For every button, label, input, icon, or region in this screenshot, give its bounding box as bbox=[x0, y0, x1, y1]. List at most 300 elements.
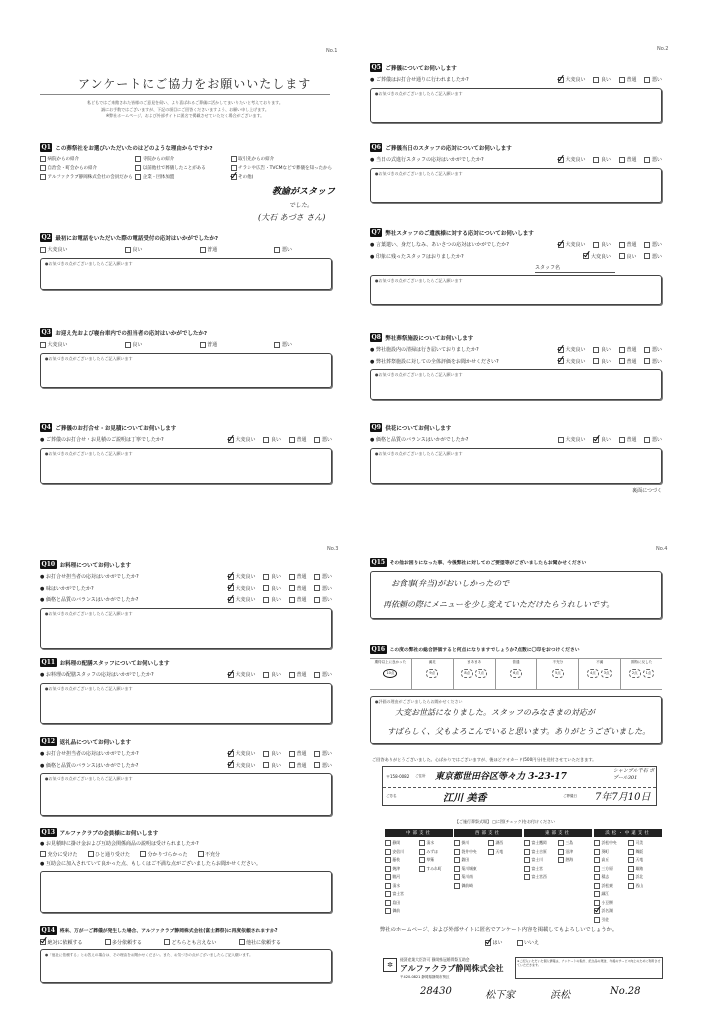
checkbox-option[interactable] bbox=[628, 857, 662, 863]
checkbox[interactable] bbox=[385, 866, 391, 872]
name-field[interactable]: 江川 美香 bbox=[443, 793, 487, 804]
checkbox-option[interactable] bbox=[524, 866, 558, 872]
checkbox-option[interactable] bbox=[314, 585, 332, 592]
checkbox-option[interactable] bbox=[558, 156, 586, 163]
rating-question: ● お打合せ担当者の応対はいかがでしたか? bbox=[40, 574, 139, 581]
checkbox[interactable] bbox=[263, 437, 269, 443]
checkbox-option[interactable] bbox=[314, 762, 332, 769]
checkbox[interactable] bbox=[289, 437, 295, 443]
checkbox-option[interactable] bbox=[619, 76, 637, 83]
company-name: アルファクラブ静岡株式会社 bbox=[400, 963, 504, 973]
checkbox[interactable] bbox=[88, 851, 94, 857]
checkbox[interactable] bbox=[314, 762, 320, 768]
checkbox-option[interactable] bbox=[524, 857, 558, 863]
checkbox[interactable] bbox=[524, 866, 530, 872]
checkbox-option[interactable] bbox=[385, 840, 419, 846]
checkbox-option[interactable] bbox=[619, 156, 637, 163]
checkbox[interactable] bbox=[263, 762, 269, 768]
checkbox[interactable] bbox=[628, 840, 634, 846]
checkbox[interactable] bbox=[40, 342, 46, 348]
checked-checkbox[interactable] bbox=[583, 253, 589, 259]
checkbox-option[interactable] bbox=[558, 436, 586, 443]
question-title: ご葬儀当日のスタッフの応対についてお伺いします bbox=[385, 145, 512, 152]
checkbox[interactable] bbox=[644, 77, 650, 83]
checkbox-option[interactable] bbox=[558, 849, 592, 855]
checkbox[interactable] bbox=[263, 574, 269, 580]
checkbox-option[interactable] bbox=[594, 840, 628, 846]
checkbox-option[interactable] bbox=[454, 866, 488, 872]
checkbox-option[interactable] bbox=[644, 156, 662, 163]
checked-checkbox[interactable] bbox=[485, 940, 491, 946]
checkbox-option[interactable] bbox=[594, 849, 628, 855]
comment-box[interactable] bbox=[40, 949, 332, 983]
checkbox[interactable] bbox=[263, 597, 269, 603]
checkbox-option[interactable] bbox=[385, 849, 419, 855]
checkbox-option[interactable] bbox=[488, 840, 522, 846]
comment-box[interactable] bbox=[40, 773, 332, 816]
checkbox-option[interactable] bbox=[593, 346, 611, 353]
checkbox[interactable] bbox=[200, 247, 206, 253]
checkbox-option[interactable] bbox=[263, 573, 281, 580]
checkbox-option[interactable] bbox=[314, 596, 332, 603]
checkbox-option[interactable] bbox=[593, 358, 611, 365]
comment-box[interactable] bbox=[40, 608, 332, 649]
checkbox-option[interactable] bbox=[524, 849, 558, 855]
checkbox-option[interactable] bbox=[628, 840, 662, 846]
checkbox[interactable] bbox=[274, 342, 280, 348]
checkbox[interactable] bbox=[593, 77, 599, 83]
score-option[interactable]: 8点 bbox=[461, 669, 473, 678]
checked-checkbox[interactable] bbox=[231, 174, 237, 180]
checkbox-option[interactable] bbox=[558, 358, 586, 365]
checkbox-option[interactable] bbox=[228, 573, 256, 580]
checkbox[interactable] bbox=[125, 247, 131, 253]
checkbox-option[interactable] bbox=[289, 750, 307, 757]
checkbox-option[interactable] bbox=[583, 253, 611, 260]
checkbox[interactable] bbox=[558, 849, 564, 855]
checkbox[interactable] bbox=[385, 840, 391, 846]
checkbox-option[interactable] bbox=[558, 857, 592, 863]
checkbox-option[interactable] bbox=[289, 585, 307, 592]
checkbox-option[interactable] bbox=[40, 849, 78, 859]
checked-checkbox[interactable] bbox=[228, 762, 234, 768]
checkbox[interactable] bbox=[644, 347, 650, 353]
checkbox[interactable] bbox=[558, 840, 564, 846]
checkbox-option[interactable] bbox=[164, 937, 217, 947]
selected-score[interactable]: 10点 bbox=[383, 669, 397, 678]
checkbox-option[interactable] bbox=[200, 341, 218, 348]
checked-checkbox[interactable] bbox=[228, 574, 234, 580]
checkbox[interactable] bbox=[593, 347, 599, 353]
checkbox[interactable] bbox=[454, 874, 460, 880]
checkbox-option[interactable] bbox=[644, 76, 662, 83]
staff-name-field[interactable] bbox=[535, 262, 615, 273]
option-label: いいえ bbox=[524, 940, 540, 946]
checkbox[interactable] bbox=[619, 358, 625, 364]
checkbox[interactable] bbox=[644, 358, 650, 364]
question-q4 bbox=[40, 421, 332, 484]
checkbox[interactable] bbox=[419, 849, 425, 855]
checkbox-option[interactable] bbox=[628, 883, 662, 889]
checkbox-option[interactable] bbox=[263, 762, 281, 769]
checkbox-option[interactable] bbox=[454, 874, 488, 880]
checkbox-option[interactable] bbox=[40, 341, 68, 348]
checkbox-option[interactable] bbox=[385, 891, 419, 897]
checkbox-option[interactable] bbox=[289, 573, 307, 580]
checkbox[interactable] bbox=[135, 156, 141, 162]
checkbox[interactable] bbox=[619, 347, 625, 353]
checkbox-option[interactable] bbox=[385, 883, 419, 889]
checkbox-option[interactable] bbox=[105, 937, 143, 947]
building-field[interactable]: シャンブル千石 ポプール301 bbox=[613, 768, 655, 781]
checkbox[interactable] bbox=[644, 437, 650, 443]
checkbox-option[interactable] bbox=[40, 165, 135, 171]
checkbox[interactable] bbox=[594, 883, 600, 889]
checkbox-option[interactable] bbox=[558, 241, 586, 248]
checked-checkbox[interactable] bbox=[228, 672, 234, 678]
checkbox-option[interactable] bbox=[628, 874, 662, 880]
checkbox[interactable] bbox=[164, 939, 170, 945]
checkbox[interactable] bbox=[125, 342, 131, 348]
checkbox[interactable] bbox=[594, 857, 600, 863]
checkbox-option[interactable] bbox=[619, 358, 637, 365]
checkbox[interactable] bbox=[619, 242, 625, 248]
checkbox-option[interactable] bbox=[454, 849, 488, 855]
checkbox-option[interactable] bbox=[314, 436, 332, 443]
comment-box[interactable] bbox=[40, 258, 332, 290]
checkbox-option[interactable] bbox=[593, 436, 611, 443]
checkbox[interactable] bbox=[40, 165, 46, 171]
checkbox[interactable] bbox=[628, 857, 634, 863]
checkbox-option[interactable] bbox=[517, 939, 540, 946]
checked-checkbox[interactable] bbox=[228, 437, 234, 443]
score-option[interactable]: 7点 bbox=[475, 669, 487, 678]
checkbox-option[interactable] bbox=[628, 866, 662, 872]
checkbox-option[interactable] bbox=[454, 857, 488, 863]
checkbox-option[interactable] bbox=[385, 874, 419, 880]
checkbox[interactable] bbox=[454, 857, 460, 863]
checkbox[interactable] bbox=[524, 874, 530, 880]
checkbox-option[interactable] bbox=[524, 840, 558, 846]
checkbox[interactable] bbox=[289, 574, 295, 580]
checked-checkbox[interactable] bbox=[228, 585, 234, 591]
checkbox-option[interactable] bbox=[594, 883, 628, 889]
checkbox-option[interactable] bbox=[231, 156, 332, 162]
checkbox[interactable] bbox=[289, 585, 295, 591]
checkbox[interactable] bbox=[314, 751, 320, 757]
checkbox[interactable] bbox=[419, 866, 425, 872]
checked-checkbox[interactable] bbox=[593, 437, 599, 443]
address-field[interactable]: 東京都世田谷区等々力 3-23-17 bbox=[435, 772, 567, 782]
checkbox-option[interactable] bbox=[40, 937, 83, 947]
checkbox-option[interactable] bbox=[593, 156, 611, 163]
checkbox[interactable] bbox=[289, 751, 295, 757]
checkbox-option[interactable] bbox=[314, 750, 332, 757]
checkbox-option[interactable] bbox=[314, 671, 332, 678]
comment-box[interactable] bbox=[370, 448, 662, 484]
option-label: 大変良い bbox=[235, 574, 256, 581]
checkbox-option[interactable] bbox=[228, 671, 256, 678]
checkbox[interactable] bbox=[628, 849, 634, 855]
checkbox[interactable] bbox=[628, 883, 634, 889]
checkbox[interactable] bbox=[135, 174, 141, 180]
comment-box[interactable] bbox=[40, 353, 332, 388]
checkbox[interactable] bbox=[385, 900, 391, 906]
checkbox-option[interactable] bbox=[274, 341, 292, 348]
checkbox-option[interactable] bbox=[140, 849, 188, 859]
checkbox-option[interactable] bbox=[289, 596, 307, 603]
checkbox[interactable] bbox=[524, 840, 530, 846]
checkbox[interactable] bbox=[274, 247, 280, 253]
comment-box[interactable] bbox=[370, 571, 662, 619]
checkbox-option[interactable] bbox=[385, 908, 419, 914]
checked-checkbox[interactable] bbox=[558, 157, 564, 163]
question-title: 返礼品についてお伺いします bbox=[59, 739, 131, 746]
rating-options bbox=[583, 253, 662, 260]
checkbox-option[interactable] bbox=[385, 900, 419, 906]
checkbox[interactable] bbox=[488, 840, 494, 846]
checkbox[interactable] bbox=[135, 165, 141, 171]
checkbox-option[interactable] bbox=[263, 596, 281, 603]
checked-checkbox[interactable] bbox=[228, 597, 234, 603]
checkbox-option[interactable] bbox=[263, 585, 281, 592]
checkbox-option[interactable] bbox=[385, 866, 419, 872]
checkbox[interactable] bbox=[289, 762, 295, 768]
checkbox-option[interactable] bbox=[385, 857, 419, 863]
comment-box[interactable] bbox=[40, 683, 332, 724]
checkbox[interactable] bbox=[619, 253, 625, 259]
checkbox-option[interactable] bbox=[594, 857, 628, 863]
checkbox[interactable] bbox=[385, 857, 391, 863]
checkbox-option[interactable] bbox=[228, 596, 256, 603]
checkbox[interactable] bbox=[594, 849, 600, 855]
checkbox-option[interactable] bbox=[198, 849, 221, 859]
checkbox-option[interactable] bbox=[314, 573, 332, 580]
checkbox[interactable] bbox=[314, 672, 320, 678]
checkbox[interactable] bbox=[594, 840, 600, 846]
checkbox-option[interactable] bbox=[644, 436, 662, 443]
checkbox-option[interactable] bbox=[558, 346, 586, 353]
comment-box[interactable] bbox=[40, 871, 332, 913]
checkbox-option[interactable] bbox=[644, 346, 662, 353]
checkbox-option[interactable] bbox=[231, 174, 332, 180]
checkbox[interactable] bbox=[385, 874, 391, 880]
checkbox-option[interactable] bbox=[619, 436, 637, 443]
score-option[interactable]: 9点 bbox=[426, 669, 438, 678]
checkbox[interactable] bbox=[40, 247, 46, 253]
checkbox[interactable] bbox=[488, 849, 494, 855]
postal-code[interactable]: 〒158-0082 bbox=[386, 774, 410, 779]
comment-box[interactable] bbox=[40, 448, 332, 484]
checkbox[interactable] bbox=[385, 891, 391, 897]
option-label: 細江 bbox=[601, 891, 610, 896]
checkbox[interactable] bbox=[628, 874, 634, 880]
checkbox-option[interactable] bbox=[644, 241, 662, 248]
question-q14 bbox=[40, 924, 332, 983]
checkbox-option[interactable] bbox=[239, 937, 282, 947]
checkbox[interactable] bbox=[419, 840, 425, 846]
checkbox[interactable] bbox=[644, 157, 650, 163]
checkbox[interactable] bbox=[289, 672, 295, 678]
branch-column bbox=[385, 829, 453, 914]
checkbox[interactable] bbox=[454, 883, 460, 889]
checkbox-option[interactable] bbox=[593, 241, 611, 248]
checkbox-option[interactable] bbox=[231, 165, 332, 171]
checkbox-option[interactable] bbox=[644, 253, 662, 260]
checkbox-option[interactable] bbox=[289, 436, 307, 443]
checked-checkbox[interactable] bbox=[40, 939, 46, 945]
checkbox-option[interactable] bbox=[619, 253, 637, 260]
checkbox-option[interactable] bbox=[619, 346, 637, 353]
checked-checkbox[interactable] bbox=[228, 751, 234, 757]
rating-column-label: 期待以上に良かった bbox=[374, 660, 407, 664]
checkbox-option[interactable] bbox=[594, 874, 628, 880]
score-option[interactable]: 3点 bbox=[601, 669, 613, 678]
checkbox-option[interactable] bbox=[135, 165, 230, 171]
handwritten-other: 教諭がスタッフ bbox=[272, 187, 336, 197]
checkbox-option[interactable] bbox=[263, 436, 281, 443]
comment-box[interactable] bbox=[370, 696, 662, 744]
checkbox[interactable] bbox=[454, 866, 460, 872]
checkbox[interactable] bbox=[40, 851, 46, 857]
checkbox-option[interactable] bbox=[135, 174, 230, 180]
checkbox[interactable] bbox=[454, 840, 460, 846]
option-label: 島田 bbox=[392, 899, 401, 905]
checkbox[interactable] bbox=[200, 342, 206, 348]
checkbox-option[interactable] bbox=[263, 750, 281, 757]
checkbox[interactable] bbox=[314, 437, 320, 443]
checkbox-option[interactable] bbox=[263, 671, 281, 678]
rating-options bbox=[558, 241, 662, 248]
checkbox[interactable] bbox=[558, 857, 564, 863]
date-field[interactable]: 7年7月10日 bbox=[595, 792, 651, 803]
checkbox[interactable] bbox=[263, 585, 269, 591]
checkbox-option[interactable] bbox=[419, 866, 453, 872]
checkbox-option[interactable] bbox=[228, 585, 256, 592]
checkbox[interactable] bbox=[619, 157, 625, 163]
checkbox-option[interactable] bbox=[628, 849, 662, 855]
checkbox-option[interactable] bbox=[454, 840, 488, 846]
checkbox[interactable] bbox=[314, 574, 320, 580]
checkbox[interactable] bbox=[593, 157, 599, 163]
checkbox[interactable] bbox=[40, 174, 46, 180]
checkbox[interactable] bbox=[314, 585, 320, 591]
checkbox[interactable] bbox=[594, 891, 600, 897]
checkbox[interactable] bbox=[105, 939, 111, 945]
checkbox-option[interactable] bbox=[419, 840, 453, 846]
checkbox[interactable] bbox=[628, 866, 634, 872]
checkbox[interactable] bbox=[619, 77, 625, 83]
checkbox-option[interactable] bbox=[274, 246, 292, 253]
checkbox[interactable] bbox=[524, 849, 530, 855]
checkbox[interactable] bbox=[594, 917, 600, 923]
checkbox[interactable] bbox=[524, 857, 530, 863]
checkbox-option[interactable] bbox=[488, 849, 522, 855]
checkbox-option[interactable] bbox=[594, 908, 628, 914]
checkbox[interactable] bbox=[385, 908, 391, 914]
checkbox[interactable] bbox=[558, 437, 564, 443]
comment-box[interactable] bbox=[370, 275, 662, 305]
score-option[interactable]: 5点 bbox=[552, 669, 564, 678]
checked-checkbox[interactable] bbox=[558, 242, 564, 248]
checkbox-option[interactable] bbox=[88, 849, 131, 859]
option-label: 良い bbox=[600, 77, 611, 84]
option-label: 菊川南 bbox=[461, 874, 473, 879]
comment-box[interactable] bbox=[370, 369, 662, 400]
checkbox[interactable] bbox=[619, 437, 625, 443]
checkbox-option[interactable] bbox=[594, 891, 628, 897]
checkbox[interactable] bbox=[140, 851, 146, 857]
checkbox-option[interactable] bbox=[644, 358, 662, 365]
checkbox[interactable] bbox=[419, 857, 425, 863]
checkbox-option[interactable] bbox=[594, 866, 628, 872]
checkbox-option[interactable] bbox=[454, 883, 488, 889]
comment-box[interactable] bbox=[370, 168, 662, 203]
checkbox[interactable] bbox=[593, 242, 599, 248]
checked-checkbox[interactable] bbox=[558, 358, 564, 364]
checkbox[interactable] bbox=[593, 358, 599, 364]
checkbox[interactable] bbox=[198, 851, 204, 857]
checkbox[interactable] bbox=[239, 939, 245, 945]
option-label: 普通 bbox=[626, 77, 637, 84]
checkbox[interactable] bbox=[385, 849, 391, 855]
checkbox-option[interactable] bbox=[125, 246, 143, 253]
checkbox-option[interactable] bbox=[125, 341, 143, 348]
score-option[interactable]: 6点 bbox=[510, 669, 522, 678]
checkbox-option[interactable] bbox=[228, 436, 256, 443]
score-option[interactable]: 1点 bbox=[643, 669, 655, 678]
checkbox-option[interactable] bbox=[40, 156, 135, 162]
checkbox[interactable] bbox=[263, 672, 269, 678]
checkbox[interactable] bbox=[314, 597, 320, 603]
checkbox[interactable] bbox=[644, 242, 650, 248]
score-option[interactable]: 4点 bbox=[587, 669, 599, 678]
checkbox-option[interactable] bbox=[524, 874, 558, 880]
checkbox-option[interactable] bbox=[485, 939, 503, 946]
checkbox-option[interactable] bbox=[135, 156, 230, 162]
checkbox[interactable] bbox=[517, 940, 523, 946]
checkbox[interactable] bbox=[594, 874, 600, 880]
checkbox-option[interactable] bbox=[419, 849, 453, 855]
checked-checkbox[interactable] bbox=[558, 347, 564, 353]
checkbox-option[interactable] bbox=[593, 76, 611, 83]
checkbox-option[interactable] bbox=[289, 671, 307, 678]
checkbox-option[interactable] bbox=[594, 917, 628, 923]
checkbox-option[interactable] bbox=[619, 241, 637, 248]
checkbox-option[interactable] bbox=[228, 750, 256, 757]
score-option[interactable]: 2点 bbox=[629, 669, 641, 678]
checkbox-option[interactable] bbox=[558, 840, 592, 846]
checkbox[interactable] bbox=[644, 253, 650, 259]
checkbox-option[interactable] bbox=[419, 857, 453, 863]
checkbox[interactable] bbox=[454, 849, 460, 855]
checked-checkbox[interactable] bbox=[558, 77, 564, 83]
checkbox[interactable] bbox=[231, 156, 237, 162]
checkbox[interactable] bbox=[385, 883, 391, 889]
checkbox[interactable] bbox=[594, 866, 600, 872]
checkbox-option[interactable] bbox=[558, 76, 586, 83]
checkbox-option[interactable] bbox=[289, 762, 307, 769]
checked-checkbox[interactable] bbox=[594, 908, 600, 914]
comment-box[interactable] bbox=[370, 88, 662, 123]
checkbox-option[interactable] bbox=[200, 246, 218, 253]
checkbox-option[interactable] bbox=[40, 174, 135, 180]
checkbox-option[interactable] bbox=[228, 762, 256, 769]
checkbox[interactable] bbox=[289, 597, 295, 603]
checkbox-option[interactable] bbox=[40, 246, 68, 253]
checkbox[interactable] bbox=[263, 751, 269, 757]
checkbox[interactable] bbox=[40, 156, 46, 162]
